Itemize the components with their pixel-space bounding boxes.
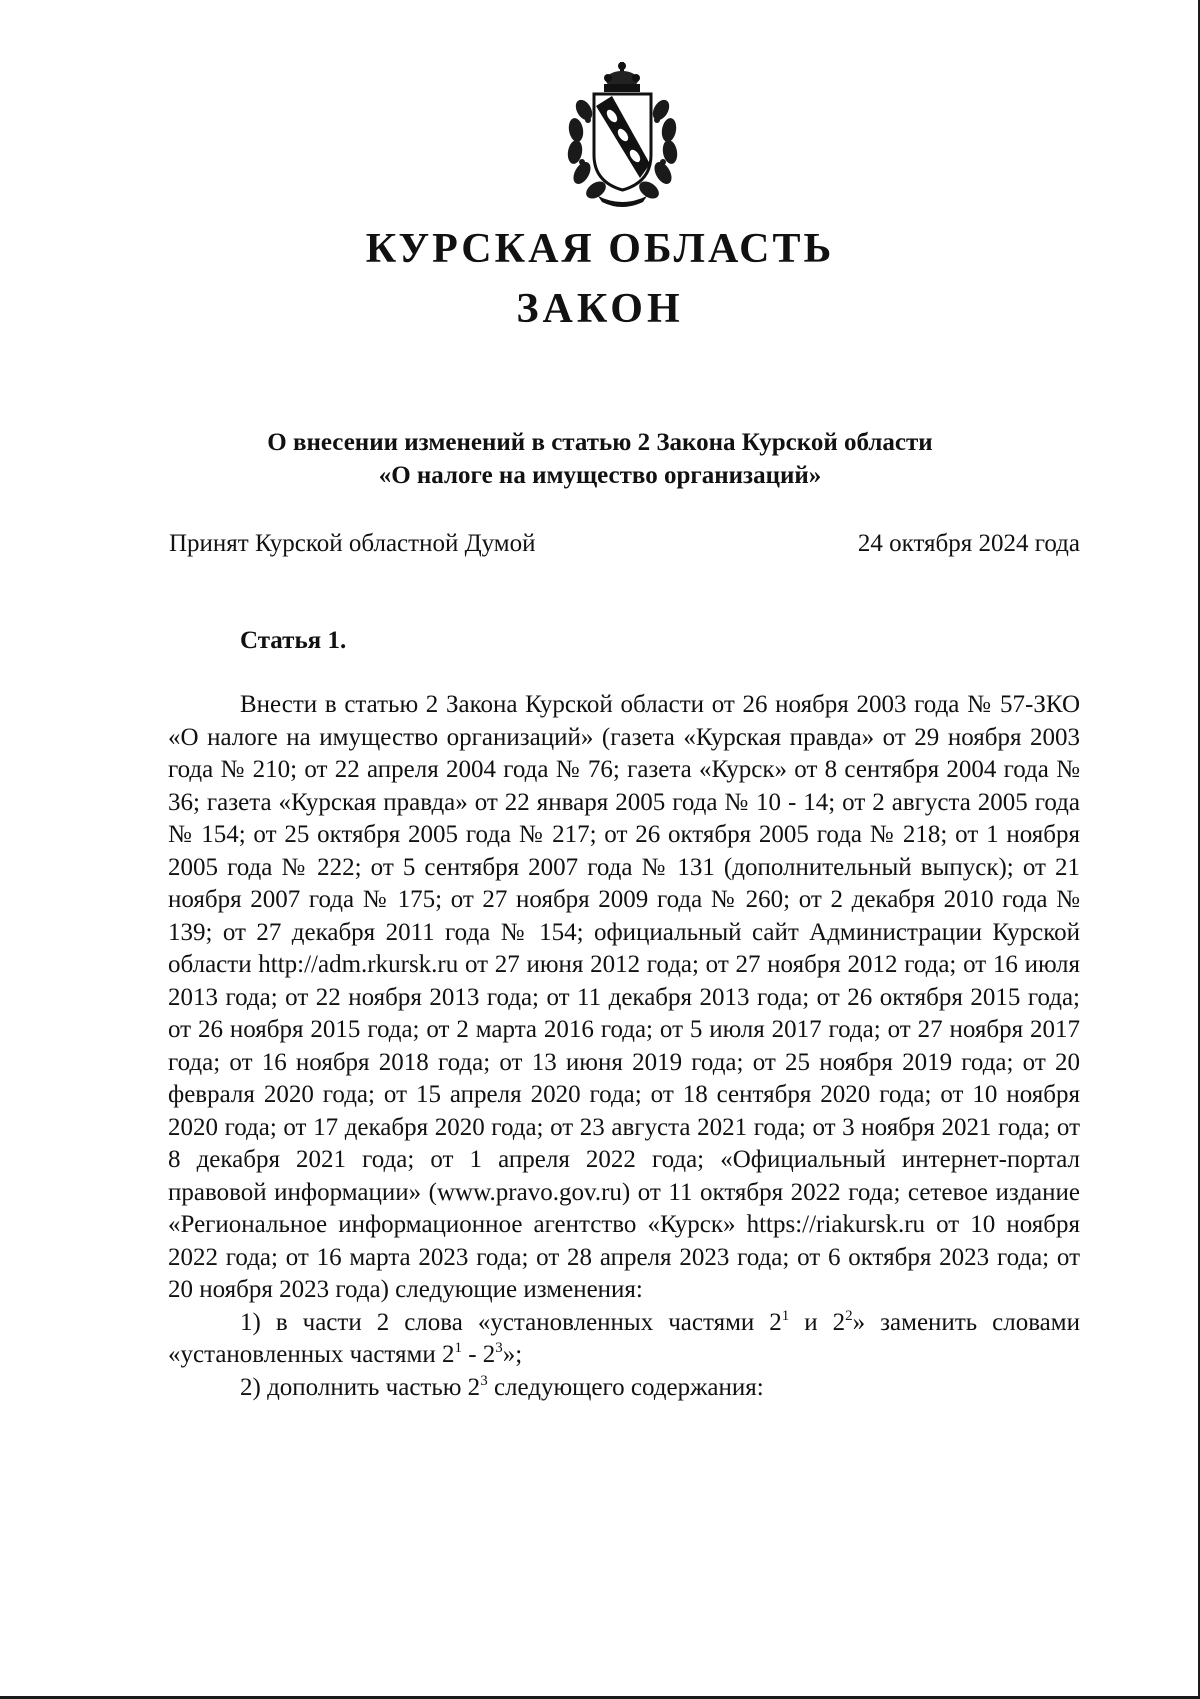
article-body [168, 689, 1080, 1404]
law-subject-line-2: «О налоге на имущество организаций» [378, 462, 822, 489]
article-intro-paragraph: Внести в статью 2 Закона Курской области от 26 ноября 2003 года № 57-ЗКО «О налоге на имущество организаций» (газета «Курская правда» от 29 ноября 2003 года № 210; от 22 апреля 2004 года № 76; газета «Курск» от 8 сентября 2004 года № 36; газета «Курская правда» от 22 января 2005 года № 10 - 14; от 2 августа 2005 года № 154; от 25 октября 2005 года № 217; от 26 октября 2005 года № 218; от 1 ноября 2005 года № 222; от 5 сентября 2007 года № 131 (дополнительный выпуск); от 21 ноября 2007 года № 175; от 27 ноября 2009 года № 260; от 2 декабря 2010 года № 139; от 27 декабря 2011 года № 154; официальный сайт Администрации Курской области http://adm.rkursk.ru от 27 июня 2012 года; от 27 ноября 2012 года; от 16 июля 2013 года; от 22 ноября 2013 года; от 11 декабря 2013 года; от 26 октября 2015 года; от 26 ноября 2015 года; от 2 марта 2016 года; от 5 июля 2017 года; от 27 ноября 2017 года; от 16 ноября 2018 года; от 13 июня 2019 года; от 25 ноября 2019 года; от 20 февраля 2020 года; от 15 апреля 2020 года; от 18 сентября 2020 года; от 10 ноября 2020 года; от 17 декабря 2020 года; от 23 августа 2021 года; от 3 ноября 2021 года; от 8 декабря 2021 года; от 1 апреля 2022 года; «Официальный интернет-портал правовой информации» (www.pravo.gov.ru) от 11 октября 2022 года; сетевое издание «Региональное информационное агентство «Курск» https://riakursk.ru от 10 ноября 2022 года; от 16 марта 2023 года; от 28 апреля 2023 года; от 6 октября 2023 года; от 20 ноября 2023 года) следующие изменения: [168, 691, 1080, 1303]
item-1-text-e: »; [502, 1341, 523, 1368]
crown-icon [604, 62, 640, 92]
item-1-text-a: 1) в части 2 слова «установленных частями 2 [240, 1308, 782, 1336]
item-2-text-a: 2) дополнить частью 2 [240, 1373, 481, 1401]
item-1-text-b: и 2 [789, 1308, 846, 1336]
item-1-sup-c: 1 [454, 1340, 462, 1356]
item-2-text-b: следующего содержания: [487, 1373, 764, 1401]
amendment-item-2 [168, 1372, 1080, 1405]
adoption-date: 24 октября 2024 года [857, 530, 1080, 557]
item-1-sup-a: 1 [781, 1307, 790, 1324]
item-2-sup-a: 3 [480, 1372, 488, 1389]
region-title: КУРСКАЯ ОБЛАСТЬ [365, 226, 835, 272]
article-heading: Статья 1. [240, 627, 347, 654]
ribbon-icon [598, 196, 647, 207]
amendment-item-1 [168, 1307, 1080, 1372]
coat-of-arms-icon [560, 60, 685, 210]
item-1-sup-b: 2 [845, 1307, 853, 1324]
law-subject-title [150, 426, 1050, 492]
document-type-title: ЗАКОН [516, 286, 684, 332]
item-1-text-d: - 2 [461, 1341, 496, 1368]
adopted-by-label: Принят Курской областной Думой [169, 530, 536, 557]
law-subject-line-1: О внесении изменений в статью 2 Закона Курской области [267, 429, 933, 456]
item-1-text-c: » заменить словами «установленных частями 2 [168, 1308, 1080, 1368]
item-1-sup-d: 3 [495, 1340, 503, 1356]
